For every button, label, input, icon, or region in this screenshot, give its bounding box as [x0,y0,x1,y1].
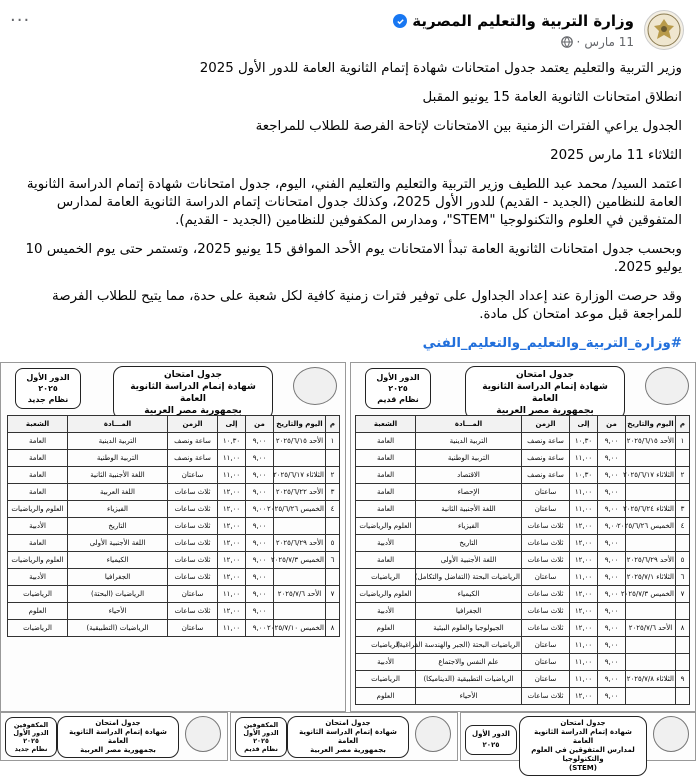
schedule-title: جدول امتحان شهادة إتمام الدراسة الثانوية العامة بجمهورية مصر العربية [465,366,625,420]
round-label: الدور الأول ٢٠٢٥ نظام جديد [15,368,81,409]
verified-badge-icon [393,14,407,28]
column-header: اليوم والتاريخ [274,416,326,433]
table-cell: ١١,٠٠ [218,450,246,467]
table-cell: ١٠,٣٠ [218,433,246,450]
table-cell [326,569,340,586]
table-cell: ثلاث ساعات [168,535,218,552]
table-cell: ٩,٠٠ [246,535,274,552]
table-cell: الأدبية [356,603,416,620]
table-cell [326,603,340,620]
table-cell: الأحد ٢٠٢٥/٦/١٥ [626,433,676,450]
table-cell: اللغة الأجنبية الثانية [68,467,168,484]
table-cell [326,518,340,535]
hashtag-link[interactable]: #وزارة_التربية_والتعليم_والتعليم_الفني [422,336,682,351]
table-cell: التاريخ [416,535,522,552]
table-cell: ١٢,٠٠ [570,603,598,620]
table-cell: ١١,٠٠ [570,671,598,688]
paragraph-1: وزير التربية والتعليم يعتمد جدول امتحانات شهادة إتمام الثانوية العامة للدور الأول 2025 [199,61,682,76]
table-cell: ٢ [326,467,340,484]
table-row [356,450,690,467]
table-cell: ٥ [676,552,690,569]
table-cell: الجيولوجيا والعلوم البيئية [416,620,522,637]
table-cell: العامة [356,501,416,518]
table-cell: ٩,٠٠ [246,501,274,518]
table-cell: الكيمياء [68,552,168,569]
table-cell: الرياضيات التطبيقية (الديناميكا) [416,671,522,688]
table-cell [676,637,690,654]
table-cell: ١٢,٠٠ [570,688,598,705]
ministry-logo-icon [647,13,681,47]
table-cell: ساعة ونصف [522,450,570,467]
column-header: م [326,416,340,433]
table-cell: الكيمياء [416,586,522,603]
page-name-link[interactable] [393,12,634,30]
round-label: الدور الأول ٢٠٢٥ نظام قديم [365,368,431,409]
table-cell: ١١,٠٠ [570,501,598,518]
table-cell: الأحد ٢٠٢٥/٦/٢٩ [274,535,326,552]
exam-schedule-stem-image[interactable] [460,712,696,772]
table-cell: ٩,٠٠ [246,586,274,603]
table-cell: ثلاث ساعات [168,603,218,620]
table-cell: ساعتان [522,501,570,518]
table-cell: ١٢,٠٠ [218,484,246,501]
table-cell: العلوم [356,620,416,637]
table-cell: ٦ [326,552,340,569]
table-row [8,501,340,518]
table-cell: ١٢,٠٠ [218,569,246,586]
table-cell: العامة [8,484,68,501]
paragraph-5: اعتمد السيد/ محمد عبد اللطيف وزير التربية والتعليم والتعليم الفني، اليوم، جدول امتحانات شهادة إتمام الدراسة الثانوية العامة للنظامين (الجديد - القديم) للدور الأول 2025، وكذلك جدول امتحانات إتمام الدراسة الثانوية العامة لمدارس المتفوقين في العلوم والتكنولوجيا "STEM"، ومدارس المكفوفين للنظامين (الجديد - القديم). [26,177,682,228]
table-cell: ساعتان [168,467,218,484]
table-row [356,569,690,586]
table-cell [274,518,326,535]
table-cell: العلوم والرياضيات [8,501,68,518]
table-row [356,637,690,654]
table-cell: الثلاثاء ٢٠٢٥/٦/١٧ [626,467,676,484]
table-row [8,433,340,450]
table-cell: ثلاث ساعات [522,535,570,552]
table-cell: ١١,٠٠ [218,620,246,637]
exam-schedule-blind-new-image[interactable] [0,712,228,761]
exam-schedule-old-system-image[interactable] [350,362,696,712]
table-cell: العامة [356,467,416,484]
table-cell: اللغة العربية [68,484,168,501]
exam-schedule-new-system-image[interactable] [0,362,346,712]
column-header: الزمن [168,416,218,433]
table-row [356,688,690,705]
table-cell: الأحد ٢٠٢٥/٧/٦ [626,620,676,637]
column-header: المـــادة [68,416,168,433]
table-cell: الرياضيات [8,586,68,603]
table-cell: ٩,٠٠ [598,603,626,620]
ministry-seal-icon [653,716,689,752]
table-cell: ١٢,٠٠ [218,535,246,552]
table-cell: الخميس ٢٠٢٥/٦/٢٦ [274,501,326,518]
table-cell: الأدبية [8,518,68,535]
table-cell: الرياضيات [356,569,416,586]
table-cell: الثلاثاء ٢٠٢٥/٦/١٧ [274,467,326,484]
table-cell [626,535,676,552]
table-cell: الأدبية [356,654,416,671]
paragraph-2: انطلاق امتحانات الثانوية العامة 15 يونيو المقبل [422,90,682,105]
table-cell: ساعتان [522,637,570,654]
table-cell: ٩,٠٠ [598,620,626,637]
table-cell: ٩,٠٠ [598,637,626,654]
table-row [8,484,340,501]
table-row [356,586,690,603]
ministry-seal-icon [415,716,451,752]
table-cell: التربية الوطنية [68,450,168,467]
table-cell: التاريخ [68,518,168,535]
table-cell: ٩,٠٠ [598,467,626,484]
table-cell [676,654,690,671]
column-header: الشعبة [8,416,68,433]
table-cell: ساعتان [522,654,570,671]
table-cell: الرياضيات [8,620,68,637]
table-cell: ٩,٠٠ [598,450,626,467]
table-cell: ٨ [676,620,690,637]
table-cell: الخميس ٢٠٢٥/٧/٣ [626,586,676,603]
ministry-seal-icon [185,716,221,752]
table-cell: اللغة الأجنبية الأولى [68,535,168,552]
table-cell: ساعة ونصف [168,433,218,450]
table-cell: اللغة الأجنبية الأولى [416,552,522,569]
table-cell: الأحد ٢٠٢٥/٦/١٥ [274,433,326,450]
table-cell [626,603,676,620]
column-header: من [246,416,274,433]
table-cell: ساعتان [522,484,570,501]
table-cell: ٢ [676,467,690,484]
table-cell: الأحياء [416,688,522,705]
table-cell: ٧ [326,586,340,603]
paragraph-7: وقد حرصت الوزارة عند إعداد الجداول على توفير فترات زمنية كافية لكل شعبة على حدة، مما يتيح للطلاب الفرصة للمراجعة قبل موعد امتحان كل مادة. [52,289,682,322]
table-cell: ٩,٠٠ [598,586,626,603]
table-cell: ١٠,٣٠ [570,467,598,484]
table-cell: التربية الدينية [416,433,522,450]
table-cell: ساعتان [522,569,570,586]
table-cell: ٩,٠٠ [246,552,274,569]
table-cell: التربية الدينية [68,433,168,450]
table-row [356,552,690,569]
table-cell: العلوم [8,603,68,620]
column-header: المـــادة [416,416,522,433]
table-cell: ١٢,٠٠ [570,535,598,552]
table-cell: ثلاث ساعات [522,620,570,637]
column-header: الزمن [522,416,570,433]
schedule-title: جدول امتحان شهادة إتمام الدراسة الثانوية العامة لمدارس المتفوقين في العلوم والتكنولوجيا (STEM) [519,716,647,776]
table-cell: ٩,٠٠ [598,569,626,586]
table-cell [274,450,326,467]
table-cell: ٩,٠٠ [246,450,274,467]
post-header [4,8,684,54]
table-cell: ثلاث ساعات [522,688,570,705]
table-row [356,654,690,671]
table-row [8,603,340,620]
table-row [8,586,340,603]
table-cell: ٩,٠٠ [598,688,626,705]
table-row [356,433,690,450]
table-cell: العامة [8,535,68,552]
round-label: الدور الأول ٢٠٢٥ [465,725,517,755]
table-cell: الرياضيات البحتة (الجبر والهندسة الفراغية) [416,637,522,654]
table-row [356,518,690,535]
table-cell [676,484,690,501]
ministry-seal-icon [645,367,689,405]
column-header: م [676,416,690,433]
table-row [8,620,340,637]
table-cell: ١١,٠٠ [218,467,246,484]
paragraph-4: الثلاثاء 11 مارس 2025 [550,148,682,163]
table-cell: الخميس ٢٠٢٥/٧/٣ [274,552,326,569]
schedule-table [7,415,340,637]
table-cell: ٩,٠٠ [246,569,274,586]
table-cell: ٩,٠٠ [598,654,626,671]
table-cell [626,450,676,467]
table-cell: ثلاث ساعات [522,552,570,569]
table-cell: الرياضيات (التطبيقية) [68,620,168,637]
table-cell: الإحصاء [416,484,522,501]
table-row [8,450,340,467]
column-header: من [598,416,626,433]
table-cell: العامة [356,552,416,569]
table-cell: ثلاث ساعات [522,603,570,620]
table-cell: الاقتصاد [416,467,522,484]
table-cell [274,603,326,620]
table-cell: الرياضيات (البحتة) [68,586,168,603]
paragraph-3: الجدول يراعي الفترات الزمنية بين الامتحانات لإتاحة الفرصة للطلاب للمراجعة [255,119,682,134]
table-cell: ثلاث ساعات [168,552,218,569]
table-cell: ٩,٠٠ [246,603,274,620]
table-cell: ساعة ونصف [168,450,218,467]
table-cell: الفيزياء [416,518,522,535]
table-cell: ٩ [676,671,690,688]
table-cell: الرياضيات [356,671,416,688]
table-cell: ١١,٠٠ [570,637,598,654]
more-options-button[interactable]: ··· [10,10,31,31]
table-row [356,501,690,518]
table-cell: العلوم والرياضيات [356,518,416,535]
table-cell: ١٠,٣٠ [570,433,598,450]
table-cell: الأدبية [8,569,68,586]
table-row [8,518,340,535]
table-cell: ٨ [326,620,340,637]
table-cell: العلوم والرياضيات [356,586,416,603]
table-cell: ثلاث ساعات [168,569,218,586]
meta-separator: · [576,35,581,49]
table-cell: ثلاث ساعات [522,586,570,603]
table-row [8,569,340,586]
table-cell: الجغرافيا [416,603,522,620]
table-cell: ٤ [326,501,340,518]
table-cell: ٦ [676,569,690,586]
table-cell: الأدبية [356,535,416,552]
table-cell: ١٢,٠٠ [218,552,246,569]
table-cell: التربية الوطنية [416,450,522,467]
table-cell: علم النفس والاجتماع [416,654,522,671]
table-cell [626,654,676,671]
table-cell: ١٢,٠٠ [218,518,246,535]
table-cell: ٩,٠٠ [246,518,274,535]
table-cell: ١١,٠٠ [570,569,598,586]
table-cell: ٥ [326,535,340,552]
ministry-seal-icon [293,367,337,405]
table-cell [626,484,676,501]
table-cell: الخميس ٢٠٢٥/٧/١٠ [274,620,326,637]
table-cell: العلوم والرياضيات [8,552,68,569]
table-cell: ١١,٠٠ [570,654,598,671]
table-cell: الثلاثاء ٢٠٢٥/٧/٨ [626,671,676,688]
table-cell: ثلاث ساعات [168,518,218,535]
table-cell: الأحد ٢٠٢٥/٦/٢٩ [626,552,676,569]
table-header-row [356,416,690,433]
table-cell: الثلاثاء ٢٠٢٥/٦/٢٤ [626,501,676,518]
table-cell: ساعتان [168,586,218,603]
table-cell: ٩,٠٠ [246,620,274,637]
table-row [356,620,690,637]
table-cell: ١١,٠٠ [570,450,598,467]
post-image-grid [0,362,696,772]
round-label: المكفوفين الدور الأول ٢٠٢٥ نظام جديد [5,717,57,757]
table-cell: ٤ [676,518,690,535]
table-cell: الجغرافيا [68,569,168,586]
schedule-title: جدول امتحان شهادة إتمام الدراسة الثانوية العامة بجمهورية مصر العربية [287,716,409,758]
table-cell: الأحياء [68,603,168,620]
table-row [356,671,690,688]
table-cell: ٩,٠٠ [598,518,626,535]
table-cell: الرياضيات [356,637,416,654]
table-row [356,467,690,484]
table-cell: العلوم [356,688,416,705]
table-cell: الأحد ٢٠٢٥/٧/٦ [274,586,326,603]
table-cell: ١٢,٠٠ [218,501,246,518]
table-cell: ٩,٠٠ [598,552,626,569]
table-row [8,535,340,552]
table-cell: العامة [8,433,68,450]
table-cell: ثلاث ساعات [168,484,218,501]
table-cell: ٩,٠٠ [246,433,274,450]
exam-schedule-blind-old-image[interactable] [230,712,458,761]
column-header: الشعبة [356,416,416,433]
table-cell: الفيزياء [68,501,168,518]
table-row [356,603,690,620]
table-cell: ٩,٠٠ [598,433,626,450]
paragraph-6: وبحسب جدول امتحانات الثانوية العامة تبدأ الامتحانات يوم الأحد الموافق 15 يونيو 2025، وتستمر حتى يوم الخميس 10 يوليو 2025. [25,242,682,275]
table-cell: ساعة ونصف [522,433,570,450]
table-cell [626,688,676,705]
table-row [356,535,690,552]
table-cell: الرياضيات البحتة (التفاضل والتكامل) [416,569,522,586]
table-cell: ١ [676,433,690,450]
table-cell: الثلاثاء ٢٠٢٥/٧/١ [626,569,676,586]
table-cell [676,603,690,620]
schedule-title: جدول امتحان شهادة إتمام الدراسة الثانوية العامة بجمهورية مصر العربية [113,366,273,420]
table-cell: ٩,٠٠ [598,671,626,688]
table-cell: الخميس ٢٠٢٥/٦/٢٦ [626,518,676,535]
table-cell: ساعة ونصف [522,467,570,484]
page-name[interactable]: وزارة التربية والتعليم المصرية [412,12,634,30]
table-cell [274,569,326,586]
column-header: اليوم والتاريخ [626,416,676,433]
table-cell: العامة [356,450,416,467]
table-cell: ١ [326,433,340,450]
table-cell: ١١,٠٠ [218,586,246,603]
table-cell: ساعتان [168,620,218,637]
table-cell [626,637,676,654]
column-header: إلى [570,416,598,433]
table-cell: العامة [8,450,68,467]
post-body [12,60,682,364]
table-cell: العامة [356,433,416,450]
table-cell: ١٢,٠٠ [570,552,598,569]
column-header: إلى [218,416,246,433]
table-cell [676,688,690,705]
table-cell: ثلاث ساعات [522,518,570,535]
table-cell: ثلاث ساعات [168,501,218,518]
table-cell [676,535,690,552]
globe-icon [561,36,573,48]
table-cell: العامة [8,467,68,484]
table-row [356,484,690,501]
table-cell: ٩,٠٠ [246,467,274,484]
table-cell: العامة [356,484,416,501]
table-cell: ١١,٠٠ [570,484,598,501]
schedule-table [355,415,690,705]
table-cell: ٩,٠٠ [598,535,626,552]
table-cell: ٩,٠٠ [246,484,274,501]
schedule-title: جدول امتحان شهادة إتمام الدراسة الثانوية العامة بجمهورية مصر العربية [57,716,179,758]
round-label: المكفوفين الدور الأول ٢٠٢٥ نظام قديم [235,717,287,757]
table-cell: ٧ [676,586,690,603]
table-header-row [8,416,340,433]
table-row [8,467,340,484]
table-cell: ١٢,٠٠ [570,620,598,637]
post-date[interactable]: 11 مارس [584,35,634,49]
table-cell: ٩,٠٠ [598,501,626,518]
table-cell [326,450,340,467]
post-meta [561,35,634,49]
table-cell: ١٢,٠٠ [570,586,598,603]
table-cell: ١٢,٠٠ [218,603,246,620]
table-cell: الأحد ٢٠٢٥/٦/٢٢ [274,484,326,501]
table-cell: ١٢,٠٠ [570,518,598,535]
table-cell: ساعتان [522,671,570,688]
table-cell: اللغة الأجنبية الثانية [416,501,522,518]
table-cell: ٣ [326,484,340,501]
table-cell [676,450,690,467]
table-cell: ٣ [676,501,690,518]
table-cell: ٩,٠٠ [598,484,626,501]
table-row [8,552,340,569]
page-avatar[interactable] [644,10,684,50]
